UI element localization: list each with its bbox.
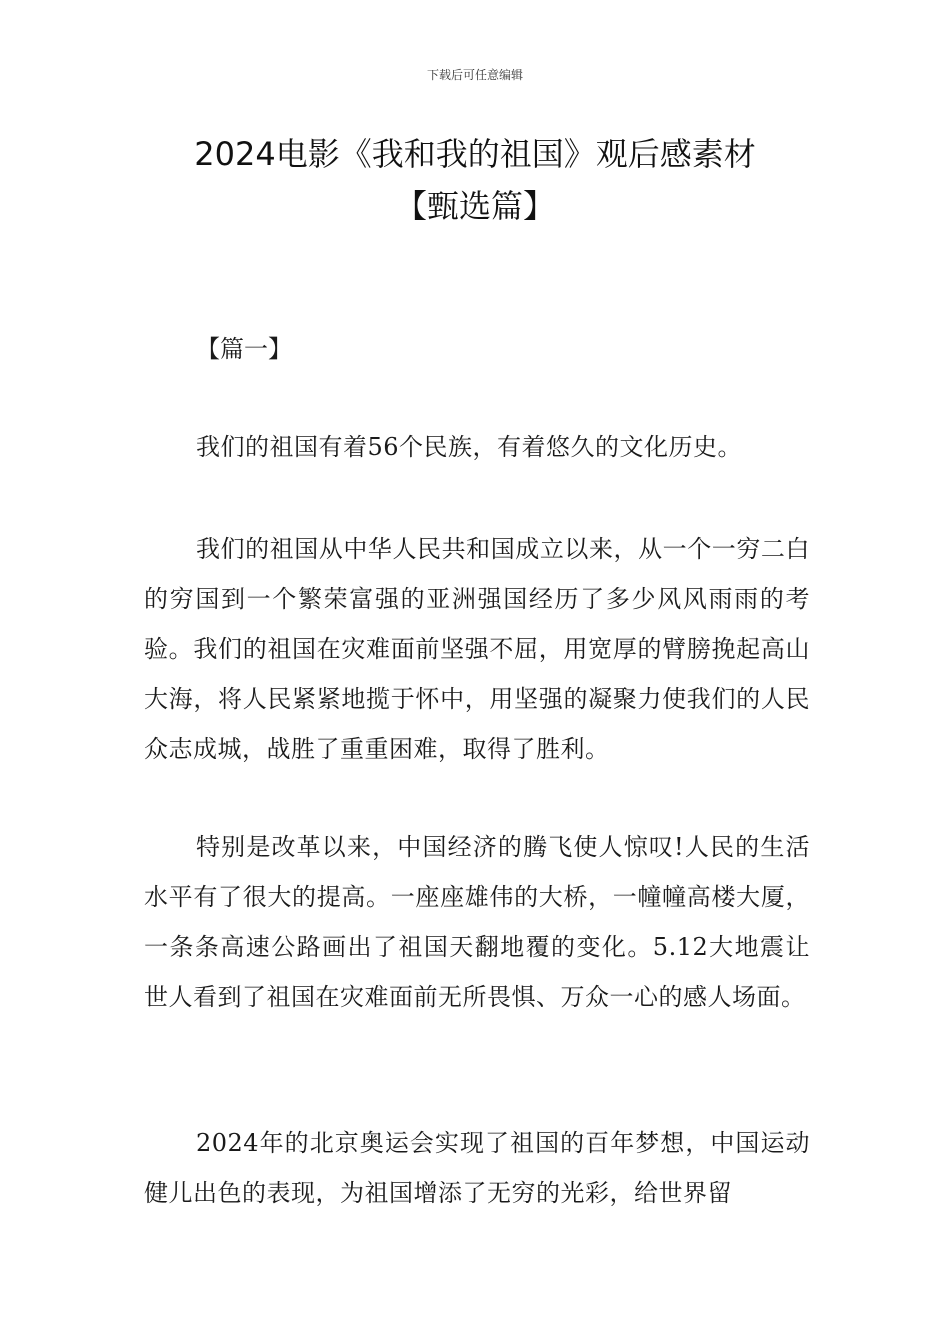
title-line-2: 【甄选篇】 [394,187,555,225]
paragraph-2: 我们的祖国从中华人民共和国成立以来，从一个一穷二白的穷国到一个繁荣富强的亚洲强国经历了多少风风雨雨的考验。我们的祖国在灾难面前坚强不屈，用宽厚的臂膀挽起高山大海，将人民紧紧地揽于怀中，用坚强的凝聚力使我们的人民众志成城，战胜了重重困难，取得了胜利。 [144,535,810,763]
page-header-note: 下载后可任意编辑 [426,68,523,82]
section-label: 【篇一】 [196,335,292,363]
paragraph-3: 特别是改革以来，中国经济的腾飞使人惊叹!人民的生活水平有了很大的提高。一座座雄伟的大桥，一幢幢高楼大厦，一条条高速公路画出了祖国天翻地覆的变化。5.12大地震让世人看到了祖国在灾难面前无所畏惧、万众一心的感人场面。 [144,833,810,1011]
paragraph-4: 2024年的北京奥运会实现了祖国的百年梦想，中国运动健儿出色的表现，为祖国增添了无穷的光彩，给世界留 [144,1129,810,1207]
paragraph-1: 我们的祖国有着56个民族，有着悠久的文化历史。 [196,433,743,461]
title-line-1: 2024电影《我和我的祖国》观后感素材 [194,135,756,173]
document-title [0,128,950,232]
